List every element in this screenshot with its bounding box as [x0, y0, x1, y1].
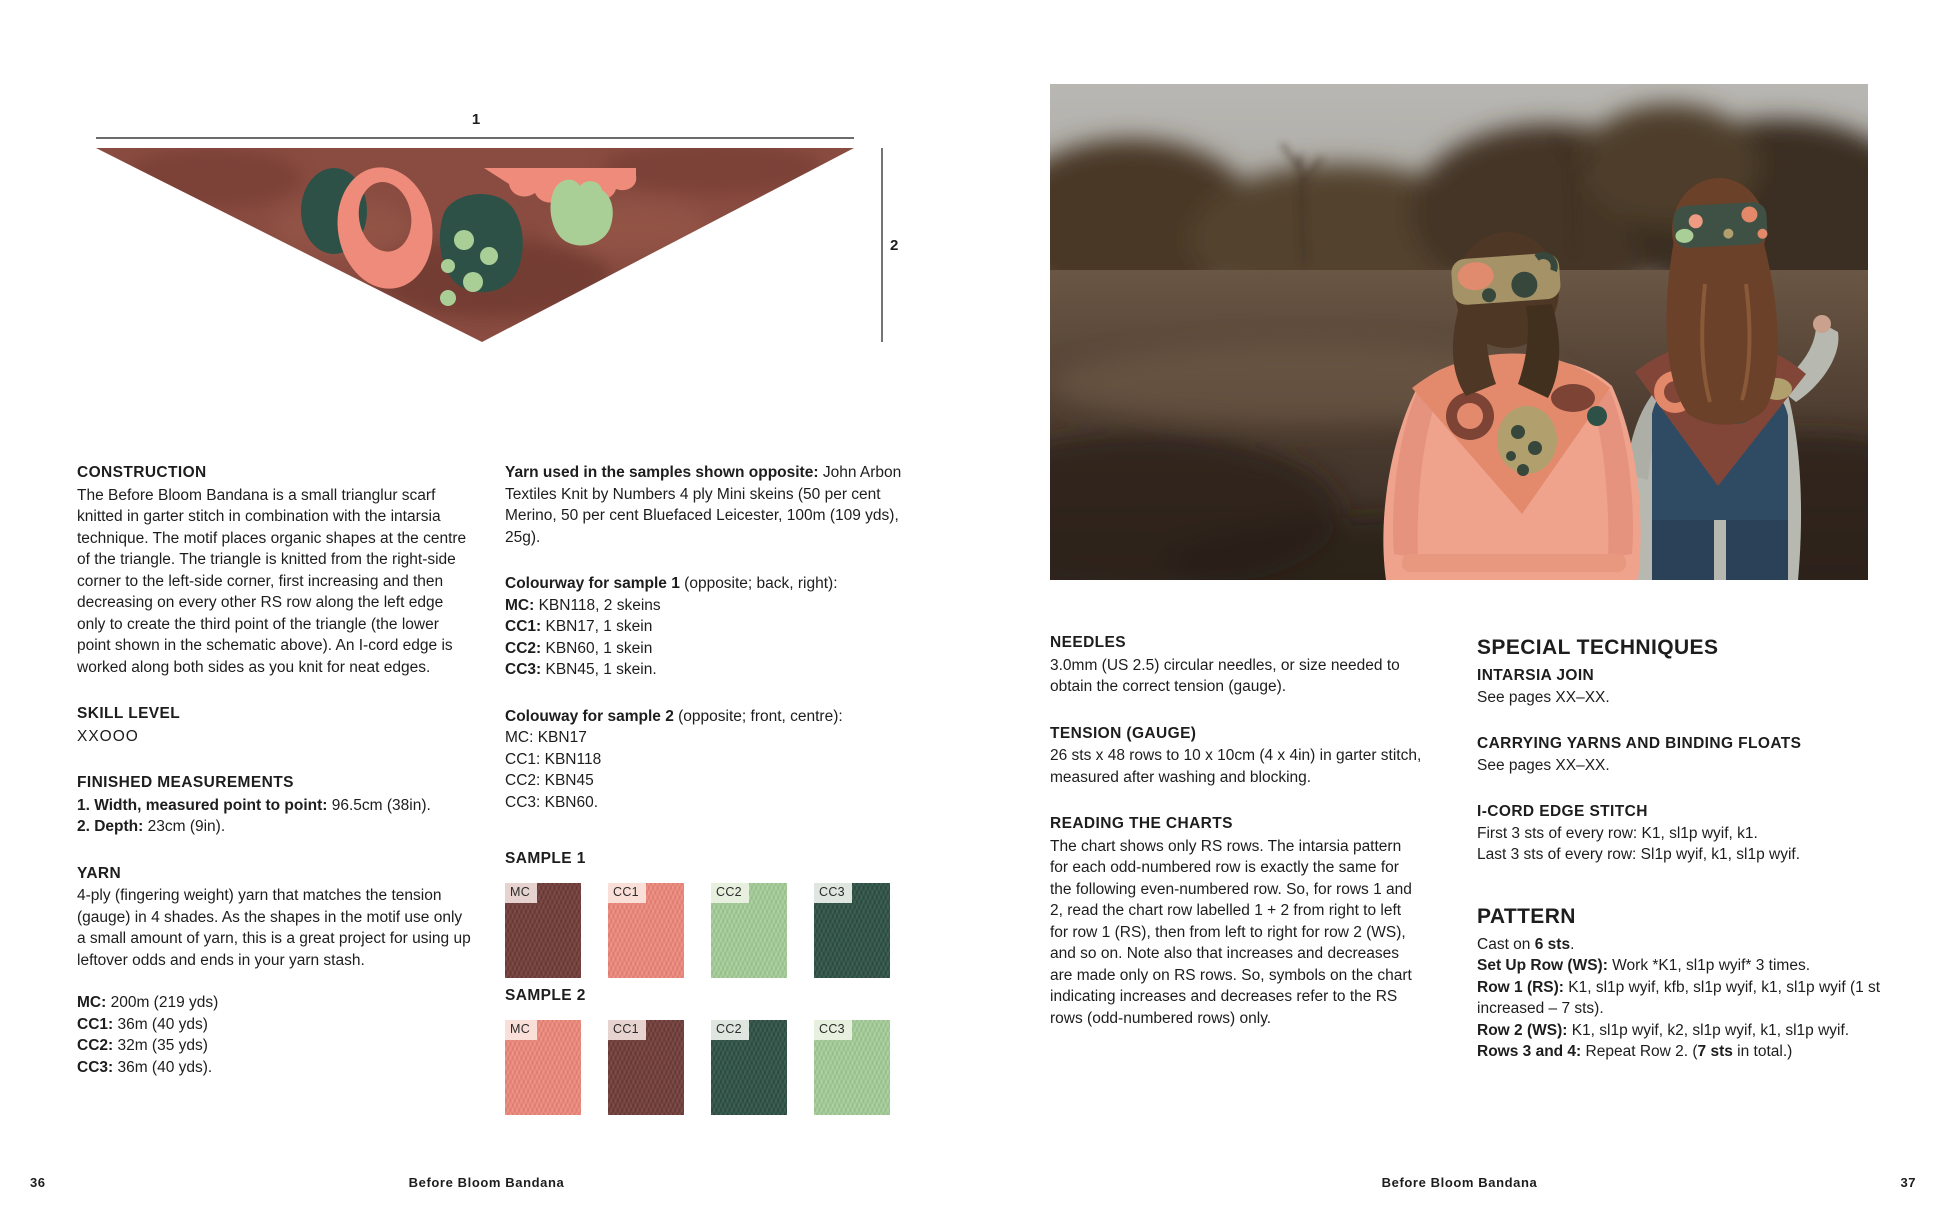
pattern-row2: Row 2 (WS): K1, sl1p wyif, k2, sl1p wyif, k1, sl1p wyif. [1477, 1021, 1850, 1039]
colourway-sample2-section [505, 706, 907, 814]
overalls-leg-right [1726, 520, 1788, 580]
intarsia-join-heading: INTARSIA JOIN [1477, 667, 1595, 684]
schematic-drawing [92, 108, 904, 352]
swatch-sample2-cc2 [711, 1020, 787, 1115]
reading-charts-section [1050, 813, 1422, 1029]
needles-section [1050, 632, 1422, 698]
yarn-amount-mc: MC: 200m (219 yds) [77, 994, 219, 1011]
yarn-used-section [505, 462, 907, 548]
icord-line1: First 3 sts of every row: K1, sl1p wyif, k1. [1477, 824, 1758, 842]
finished-measurements-heading: FINISHED MEASUREMENTS [77, 774, 294, 791]
swatch-label: MC [505, 1020, 537, 1040]
construction-section [77, 462, 475, 678]
colourway2-mc: MC: KBN17 [505, 729, 587, 746]
swatch-label: CC2 [711, 883, 749, 903]
yarn-used-body: Yarn used in the samples shown opposite: John Arbon Textiles Knit by Numbers 4 ply Mini skeins (50 per cent Merino, 50 per cent Bluefaced Leicester, 100m (109 yds), 25g). [505, 464, 902, 546]
pattern-setup-row: Set Up Row (WS): Work *K1, sl1p wyif* 3 times. [1477, 957, 1811, 974]
skill-level-section [77, 703, 475, 747]
pattern-row1: Row 1 (RS): K1, sl1p wyif, kfb, sl1p wyif, k1, sl1p wyif (1 st increased – 7 sts). [1477, 978, 1881, 1017]
right-page-left-column [1050, 632, 1422, 1054]
swatch-sample1-mc [505, 883, 581, 978]
tension-heading: TENSION (GAUGE) [1050, 724, 1197, 742]
schematic-width-label: 1 [471, 111, 481, 128]
swatch-sample2-cc3 [814, 1020, 890, 1115]
reading-charts-heading: READING THE CHARTS [1050, 815, 1233, 832]
swatch-label: CC1 [608, 883, 646, 903]
skill-level-heading: SKILL LEVEL [77, 705, 181, 722]
sample2-heading: SAMPLE 2 [505, 987, 586, 1004]
construction-heading: CONSTRUCTION [77, 464, 207, 481]
bandana-olive-blob [1497, 406, 1557, 474]
sample2-swatches [505, 1020, 890, 1115]
yarn-section [77, 863, 475, 1079]
sample2-block [505, 985, 890, 1115]
intarsia-join-body: See pages XX–XX. [1477, 688, 1610, 706]
icord-heading: I-CORD EDGE STITCH [1477, 803, 1648, 820]
colourway1-cc1: CC1: KBN17, 1 skein [505, 618, 653, 635]
swatch-sample2-mc [505, 1020, 581, 1115]
bandana-schematic [92, 108, 904, 352]
intarsia-join-section [1477, 665, 1901, 708]
sweatshirt-hem [1402, 554, 1626, 572]
colourway2-cc3: CC3: KBN60. [505, 793, 599, 811]
construction-body: The Before Bloom Bandana is a small trianglur scarf knitted in garter stitch in combination with the intarsia technique. The motif places organic shapes at the centre of the triangle. The triangle is knitted from the right-side corner to the left-side corner, first increasing and then decreasing on every other RS row along the left edge only to create the third point of the triangle (the lower point shown in the schematic above). An I-cord edge is worked along both sides as you knit for neat edges. [77, 486, 467, 676]
colourway-sample1-section [505, 573, 907, 681]
spacer [77, 971, 475, 992]
motif-dot [463, 272, 483, 292]
colourway1-cc2: CC2: KBN60, 1 skein [505, 639, 653, 657]
colourway2-title: Colouway for sample 2 (opposite; front, centre): [505, 707, 843, 725]
overalls-leg-left [1652, 520, 1714, 580]
yarn-amount-cc1: CC1: 36m (40 yds) [77, 1015, 208, 1033]
colourway2-cc2: CC2: KBN45 [505, 772, 594, 789]
special-techniques-heading: SPECIAL TECHNIQUES [1477, 636, 1719, 659]
colourway2-cc1: CC1: KBN118 [505, 750, 602, 768]
tension-section [1050, 723, 1422, 789]
headband-right-person [1673, 202, 1768, 249]
colourway1-mc: MC: KBN118, 2 skeins [505, 596, 661, 614]
right-footer-title: Before Bloom Bandana [1381, 1175, 1538, 1190]
sample1-block [505, 848, 890, 978]
icord-line2: Last 3 sts of every row: Sl1p wyif, k1, sl1p wyif. [1477, 846, 1801, 863]
finished-measurements-section [77, 772, 475, 838]
motif-dot [480, 247, 498, 265]
sample1-heading: SAMPLE 1 [505, 850, 586, 867]
left-page-number: 36 [30, 1175, 46, 1190]
middle-text-column [505, 462, 907, 838]
needles-body: 3.0mm (US 2.5) circular needles, or size needed to obtain the correct tension (gauge). [1050, 656, 1400, 695]
bandana-ring-hole [1457, 403, 1483, 429]
bandana-green-dot [1587, 406, 1607, 426]
yarn-amount-cc3: CC3: 36m (40 yds). [77, 1058, 213, 1076]
pattern-rows3-4: Rows 3 and 4: Repeat Row 2. (7 sts in total.) [1477, 1043, 1793, 1060]
yarn-amount-cc2: CC2: 32m (35 yds) [77, 1037, 208, 1054]
schematic-depth-label: 2 [890, 237, 899, 254]
sample1-swatches [505, 883, 890, 978]
right-page-right-column [1477, 634, 1901, 1063]
reading-charts-body: The chart shows only RS rows. The intarsia pattern for each odd-numbered row is exactly the same for the following even-numbered row. So, for rows 1 and 2, read the chart row labelled 1 + 2 from right to left for row 1 (RS), then from left to right for row 2 (WS), and so on. Note also that increases and decreases are made only on RS rows. So, symbols on the chart indicating increases and decreases refer to the RS rows (odd-numbered rows) only. [1050, 837, 1412, 1027]
icord-edge-section [1477, 801, 1901, 866]
bandana-dot [1517, 464, 1529, 476]
swatch-sample1-cc1 [608, 883, 684, 978]
bandana-dot [1528, 441, 1542, 455]
motif-dot [441, 259, 455, 273]
yarn-heading: YARN [77, 864, 122, 882]
measurement-width: 1. Width, measured point to point: 96.5cm (38in). [77, 796, 431, 814]
measurement-depth: 2. Depth: 23cm (9in). [77, 818, 226, 835]
carrying-yarns-section [1477, 733, 1901, 776]
swatch-label: CC3 [814, 883, 852, 903]
carrying-yarns-heading: CARRYING YARNS AND BINDING FLOATS [1477, 735, 1802, 752]
motif-dot [440, 290, 456, 306]
bandana-dot [1506, 451, 1516, 461]
swatch-sample1-cc2 [711, 883, 787, 978]
swatch-label: CC1 [608, 1020, 646, 1040]
swatch-label: MC [505, 883, 537, 903]
headband-left-person [1450, 252, 1561, 305]
swatch-sample2-cc1 [608, 1020, 684, 1115]
swatch-sample1-cc3 [814, 883, 890, 978]
bandana-maroon-patch [1551, 384, 1595, 412]
bandana-dot [1511, 425, 1525, 439]
right-page-number: 37 [1900, 1175, 1916, 1190]
motif-dot [454, 230, 474, 250]
yarn-body: 4-ply (fingering weight) yarn that matches the tension (gauge) in 4 shades. As the shapes in the motif use only a small amount of yarn, this is a great project for using up leftover odds and ends in your yarn stash. [77, 887, 471, 969]
hand [1813, 315, 1831, 333]
pattern-heading: PATTERN [1477, 904, 1576, 928]
left-text-column [77, 462, 475, 1103]
photo-two-people-wearing-bandanas [1050, 84, 1868, 580]
needles-heading: NEEDLES [1050, 634, 1127, 651]
colourway1-title: Colourway for sample 1 (opposite; back, right): [505, 575, 838, 592]
left-footer-title: Before Bloom Bandana [408, 1175, 565, 1190]
swatch-label: CC2 [711, 1020, 749, 1040]
spacer [1477, 891, 1901, 903]
tension-body: 26 sts x 48 rows to 10 x 10cm (4 x 4in) in garter stitch, measured after washing and blocking. [1050, 747, 1422, 786]
skill-level-value: XXOOO [77, 727, 139, 745]
pattern-cast-on: Cast on 6 sts. [1477, 935, 1575, 953]
photo-illustration [1050, 84, 1868, 580]
carrying-yarns-body: See pages XX–XX. [1477, 756, 1610, 774]
swatch-label: CC3 [814, 1020, 852, 1040]
colourway1-cc3: CC3: KBN45, 1 skein. [505, 661, 657, 678]
